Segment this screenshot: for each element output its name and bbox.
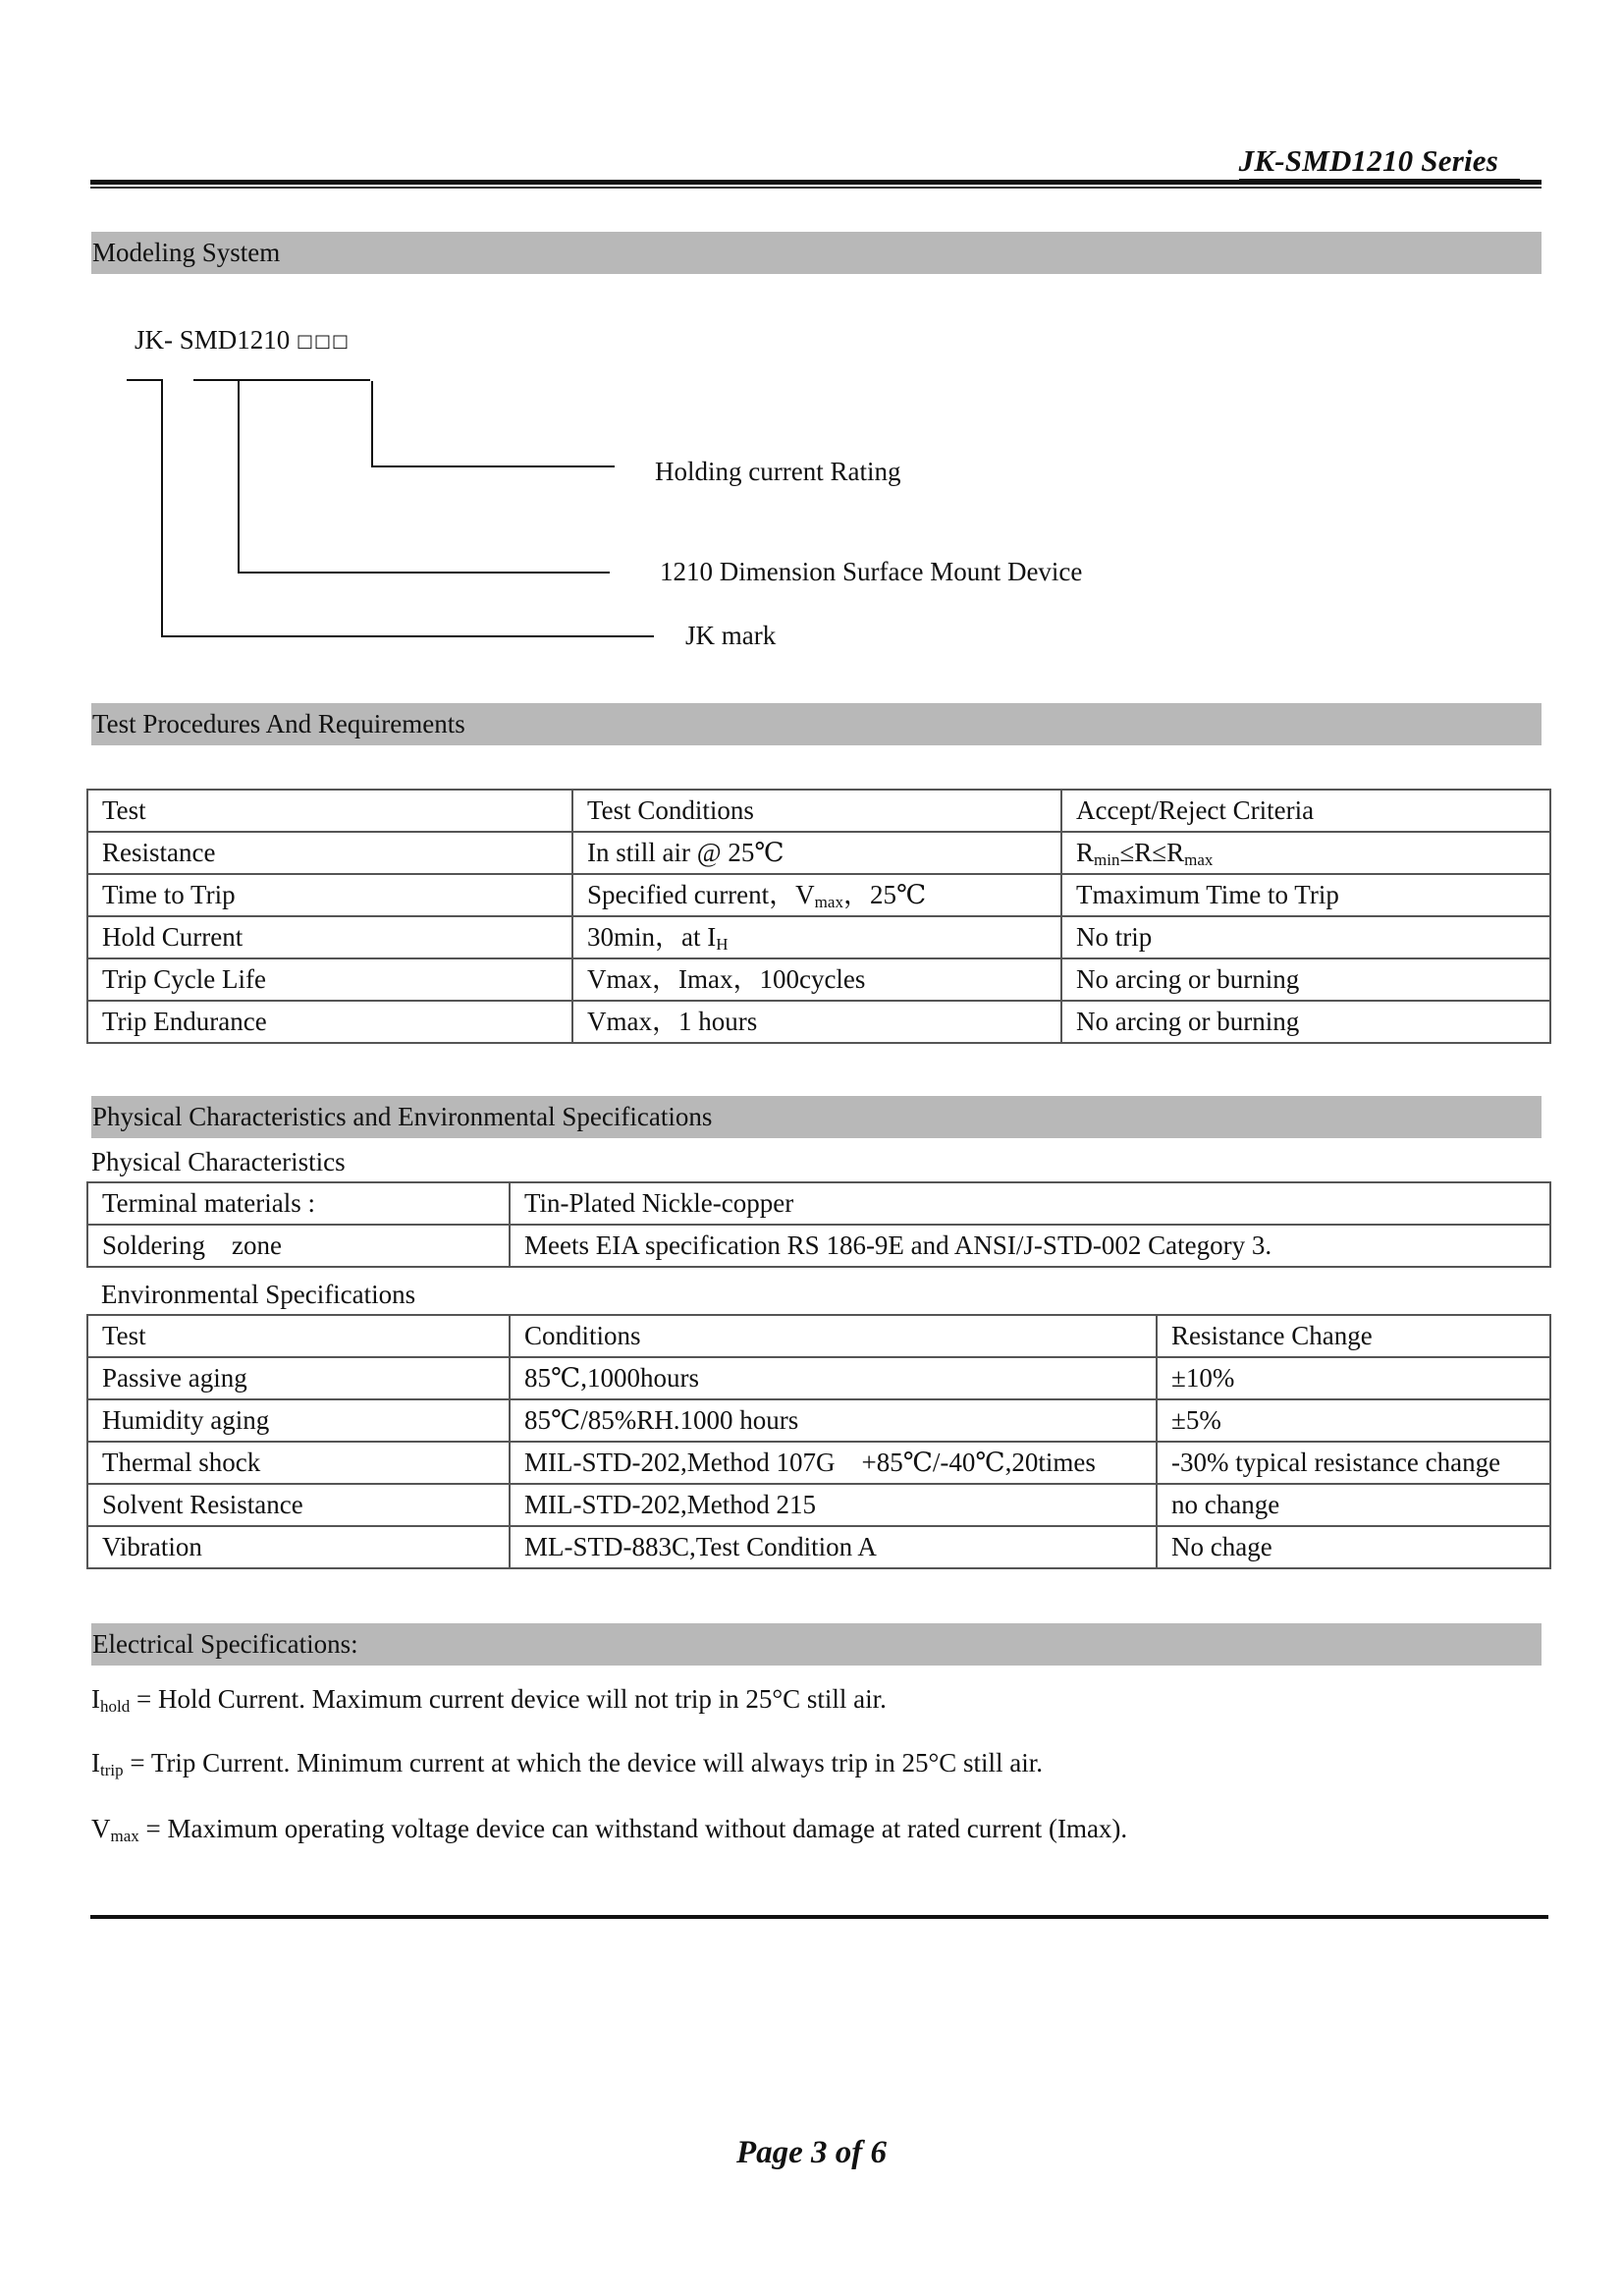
tree-branch-mark xyxy=(161,381,163,637)
section-electrical-specifications xyxy=(91,1623,1542,1666)
cell-criteria xyxy=(1061,832,1550,874)
model-prefix: JK- SMD1210 xyxy=(135,325,291,355)
definition-symbol: V xyxy=(91,1814,111,1843)
cell-conditions xyxy=(572,874,1061,916)
cell-test: Trip Endurance xyxy=(87,1001,572,1043)
cell-value: Meets EIA specification RS 186-9E and ANSI/J-STD-002 Category 3. xyxy=(510,1225,1550,1267)
column-header: Conditions xyxy=(510,1315,1157,1357)
table-row xyxy=(87,1225,1550,1267)
cell-conditions: MIL-STD-202,Method 215 xyxy=(510,1484,1157,1526)
section-title: Modeling System xyxy=(92,238,281,267)
cell-conditions: MIL-STD-202,Method 107G +85℃/-40℃,20times xyxy=(510,1442,1157,1484)
cell-test: Humidity aging xyxy=(87,1399,510,1442)
header-rule-thick xyxy=(90,180,1542,185)
definition-text: = Maximum operating voltage device can withstand without damage at rated current (Imax). xyxy=(138,1814,1128,1843)
header-rule-thin xyxy=(90,187,1542,189)
model-placeholder-boxes: □□□ xyxy=(297,331,351,352)
definition-subscript: hold xyxy=(100,1697,131,1716)
section-title: Physical Characteristics and Environmental Specifications xyxy=(92,1102,713,1131)
table-row xyxy=(87,1357,1550,1399)
cell-conditions: ML-STD-883C,Test Condition A xyxy=(510,1526,1157,1568)
criteria-text: R xyxy=(1076,838,1095,867)
overbar-jk xyxy=(127,379,163,381)
definition-text: = Hold Current. Maximum current device will not trip in 25°C still air. xyxy=(130,1684,887,1714)
column-header: Resistance Change xyxy=(1157,1315,1550,1357)
label-holding-current: Holding current Rating xyxy=(655,457,901,486)
criteria-subscript: min xyxy=(1094,850,1120,869)
definition-text: = Trip Current. Minimum current at which the device will always trip in 25°C still air. xyxy=(123,1748,1044,1777)
cell-label: Terminal materials : xyxy=(87,1182,510,1225)
table-row xyxy=(87,1001,1550,1043)
cell-test: Trip Cycle Life xyxy=(87,958,572,1001)
conditions-text: 30min，at I xyxy=(587,922,717,952)
cell-test: Hold Current xyxy=(87,916,572,958)
table-row xyxy=(87,916,1550,958)
table-row xyxy=(87,1182,1550,1225)
label-jk-mark: JK mark xyxy=(685,621,777,650)
cell-criteria: No arcing or burning xyxy=(1061,1001,1550,1043)
definition-ihold xyxy=(91,1683,887,1715)
definition-symbol: I xyxy=(91,1748,100,1777)
overbar-smd1210 xyxy=(193,379,308,381)
environmental-specifications-table xyxy=(86,1314,1551,1569)
cell-conditions: Vmax，1 hours xyxy=(572,1001,1061,1043)
table-header-row xyxy=(87,790,1550,832)
section-title: Electrical Specifications: xyxy=(92,1629,358,1659)
overbar-rating xyxy=(304,379,370,381)
cell-label: Soldering zone xyxy=(87,1225,510,1267)
table-header-row xyxy=(87,1315,1550,1357)
definition-itrip xyxy=(91,1747,1043,1778)
conditions-text: ，25℃ xyxy=(842,880,927,909)
table-row xyxy=(87,1526,1550,1568)
cell-test: Resistance xyxy=(87,832,572,874)
section-modeling-system xyxy=(91,232,1542,274)
section-test-procedures xyxy=(91,703,1542,745)
cell-criteria: No arcing or burning xyxy=(1061,958,1550,1001)
footer-rule xyxy=(90,1915,1548,1919)
cell-change: -30% typical resistance change xyxy=(1157,1442,1550,1484)
conditions-subscript: H xyxy=(716,935,729,954)
column-header: Test Conditions xyxy=(572,790,1061,832)
cell-value: Tin-Plated Nickle-copper xyxy=(510,1182,1550,1225)
cell-conditions xyxy=(572,916,1061,958)
table-row xyxy=(87,1484,1550,1526)
cell-change: ±10% xyxy=(1157,1357,1550,1399)
tree-leader-rating xyxy=(371,465,615,467)
label-dimension: 1210 Dimension Surface Mount Device xyxy=(660,557,1083,586)
table-row xyxy=(87,874,1550,916)
cell-criteria: No trip xyxy=(1061,916,1550,958)
cell-change: No chage xyxy=(1157,1526,1550,1568)
definition-subscript: max xyxy=(110,1827,139,1845)
cell-test: Passive aging xyxy=(87,1357,510,1399)
table-row xyxy=(87,832,1550,874)
cell-conditions: 85℃/85%RH.1000 hours xyxy=(510,1399,1157,1442)
section-title: Test Procedures And Requirements xyxy=(92,709,465,738)
test-procedures-table xyxy=(86,789,1551,1044)
conditions-text: Specified current，V xyxy=(587,880,815,909)
series-title: JK-SMD1210 Series xyxy=(1239,143,1520,181)
cell-test: Time to Trip xyxy=(87,874,572,916)
cell-test: Solvent Resistance xyxy=(87,1484,510,1526)
definition-vmax xyxy=(91,1813,1127,1844)
definition-symbol: I xyxy=(91,1684,100,1714)
table-row xyxy=(87,1399,1550,1442)
physical-characteristics-title: Physical Characteristics xyxy=(91,1147,346,1176)
environmental-specifications-title: Environmental Specifications xyxy=(101,1280,416,1309)
tree-leader-mark xyxy=(161,635,654,637)
tree-branch-rating xyxy=(371,381,373,467)
cell-conditions: Vmax，Imax，100cycles xyxy=(572,958,1061,1001)
column-header: Test xyxy=(87,1315,510,1357)
section-physical-environmental xyxy=(91,1096,1542,1138)
physical-characteristics-table xyxy=(86,1181,1551,1268)
column-header: Test xyxy=(87,790,572,832)
cell-test: Vibration xyxy=(87,1526,510,1568)
cell-conditions: In still air @ 25℃ xyxy=(572,832,1061,874)
definition-subscript: trip xyxy=(100,1761,124,1779)
table-row xyxy=(87,958,1550,1001)
cell-criteria: Tmaximum Time to Trip xyxy=(1061,874,1550,916)
criteria-text: ≤R≤R xyxy=(1119,838,1185,867)
model-code xyxy=(135,324,350,357)
page-number: Page 3 of 6 xyxy=(735,2135,888,2170)
tree-leader-dimension xyxy=(238,572,610,574)
cell-change: no change xyxy=(1157,1484,1550,1526)
cell-change: ±5% xyxy=(1157,1399,1550,1442)
cell-conditions: 85℃,1000hours xyxy=(510,1357,1157,1399)
tree-branch-dimension xyxy=(238,381,240,574)
column-header: Accept/Reject Criteria xyxy=(1061,790,1550,832)
table-row xyxy=(87,1442,1550,1484)
conditions-subscript: max xyxy=(814,893,843,911)
cell-test: Thermal shock xyxy=(87,1442,510,1484)
criteria-subscript: max xyxy=(1184,850,1214,869)
